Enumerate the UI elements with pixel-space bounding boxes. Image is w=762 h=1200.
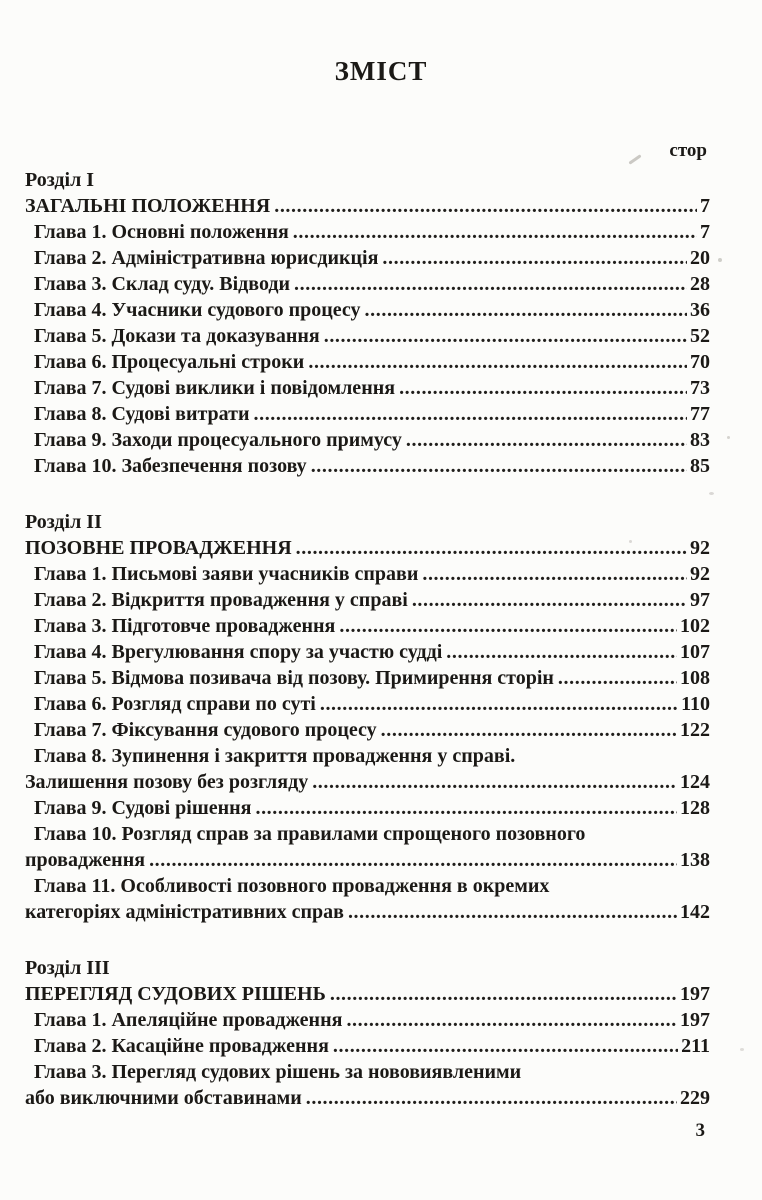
dot-leader bbox=[308, 349, 687, 375]
toc-entry-line2 bbox=[25, 1085, 710, 1111]
toc-entry-label: Глава 7. Судові виклики і повідомлення bbox=[34, 377, 396, 399]
dot-leader bbox=[446, 639, 677, 665]
toc-entry bbox=[25, 427, 710, 453]
toc-entry-label: Глава 8. Судові витрати bbox=[34, 403, 250, 425]
toc-entry-continuation-label: категоріях адміністративних справ bbox=[25, 901, 344, 923]
toc-entry bbox=[25, 349, 710, 375]
toc-entry bbox=[25, 453, 710, 479]
toc-entry bbox=[25, 271, 710, 297]
dot-leader bbox=[312, 769, 677, 795]
scan-speck bbox=[718, 258, 722, 262]
section-heading-label: Розділ III bbox=[25, 957, 110, 979]
toc-entry-page: 107 bbox=[680, 641, 710, 663]
dot-leader bbox=[306, 1085, 677, 1111]
toc-entry bbox=[25, 245, 710, 271]
toc-entry bbox=[25, 375, 710, 401]
section-heading-label: Розділ I bbox=[25, 169, 95, 191]
toc-entry-page: 211 bbox=[681, 1035, 710, 1057]
dot-leader bbox=[294, 271, 687, 297]
toc-entry-page: 52 bbox=[690, 325, 710, 347]
scan-speck bbox=[740, 1048, 744, 1051]
dot-leader bbox=[255, 795, 677, 821]
section-title-label: ПОЗОВНЕ ПРОВАДЖЕННЯ bbox=[25, 537, 292, 559]
toc-entry-line1 bbox=[25, 873, 710, 899]
toc-entry-page: 73 bbox=[690, 377, 710, 399]
toc-entry-label: Глава 1. Письмові заяви учасників справи bbox=[34, 563, 419, 585]
page-number: 3 bbox=[695, 1120, 705, 1141]
toc-entry-page: 122 bbox=[680, 719, 710, 741]
toc-entry-label: Глава 3. Підготовче провадження bbox=[34, 615, 336, 637]
toc-entry-label: Глава 6. Процесуальні строки bbox=[34, 351, 305, 373]
toc-entry bbox=[25, 1007, 710, 1033]
toc-entry bbox=[25, 297, 710, 323]
section-heading bbox=[25, 167, 710, 193]
toc-entry-page: 85 bbox=[690, 455, 710, 477]
dot-leader bbox=[406, 427, 687, 453]
toc-entry bbox=[25, 323, 710, 349]
section-title-label: ЗАГАЛЬНІ ПОЛОЖЕННЯ bbox=[25, 195, 271, 217]
toc-entry-label: Глава 6. Розгляд справи по суті bbox=[34, 693, 316, 715]
toc-entry-label: Глава 3. Склад суду. Відводи bbox=[34, 273, 291, 295]
page-column-header: стор bbox=[669, 140, 707, 161]
toc-entry bbox=[25, 561, 710, 587]
dot-leader bbox=[348, 899, 677, 925]
toc-entry-continuation-label: провадження bbox=[25, 849, 146, 871]
toc-entry bbox=[25, 219, 710, 245]
toc-entry bbox=[25, 1033, 710, 1059]
toc-entry-label: Глава 7. Фіксування судового процесу bbox=[34, 719, 377, 741]
dot-leader bbox=[382, 245, 687, 271]
dot-leader bbox=[330, 981, 677, 1007]
toc-entry-line2 bbox=[25, 899, 710, 925]
toc-entry-label: Глава 4. Учасники судового процесу bbox=[34, 299, 361, 321]
toc-entry-page: 108 bbox=[680, 667, 710, 689]
toc-entry-page: 83 bbox=[690, 429, 710, 451]
section-title-row bbox=[25, 535, 710, 561]
toc-entry-page: 97 bbox=[690, 589, 710, 611]
toc-entry-label: Глава 8. Зупинення і закриття провадження у справі. bbox=[34, 745, 516, 767]
scan-speck bbox=[727, 436, 730, 439]
toc-entry-page: 128 bbox=[680, 797, 710, 819]
toc-entry-page: 138 bbox=[680, 849, 710, 871]
toc-entry-page: 229 bbox=[680, 1087, 710, 1109]
toc-entry-label: Глава 10. Розгляд справ за правилами спрощеного позовного bbox=[34, 823, 586, 845]
toc-entry-label: Глава 5. Докази та доказування bbox=[34, 325, 320, 347]
dot-leader bbox=[399, 375, 687, 401]
dot-leader bbox=[293, 219, 697, 245]
toc-entry-line2 bbox=[25, 847, 710, 873]
toc-entry-page: 36 bbox=[690, 299, 710, 321]
dot-leader bbox=[558, 665, 677, 691]
dot-leader bbox=[412, 587, 687, 613]
toc-entry-label: Глава 2. Відкриття провадження у справі bbox=[34, 589, 408, 611]
toc-entry bbox=[25, 401, 710, 427]
dot-leader bbox=[274, 193, 697, 219]
toc-entry-label: Глава 2. Адміністративна юрисдикція bbox=[34, 247, 379, 269]
section-title-row bbox=[25, 193, 710, 219]
toc-entry-page: 92 bbox=[690, 563, 710, 585]
toc-entry bbox=[25, 691, 710, 717]
toc-entry bbox=[25, 717, 710, 743]
section-heading-label: Розділ II bbox=[25, 511, 102, 533]
section-title-page: 197 bbox=[680, 983, 710, 1005]
toc-entry-page: 28 bbox=[690, 273, 710, 295]
dot-leader bbox=[296, 535, 687, 561]
toc-entry-label: Глава 10. Забезпечення позову bbox=[34, 455, 307, 477]
dot-leader bbox=[422, 561, 687, 587]
section-title-page: 7 bbox=[700, 195, 710, 217]
toc-entry-label: Глава 5. Відмова позивача від позову. Примирення сторін bbox=[34, 667, 554, 689]
toc-entry-label: Глава 3. Перегляд судових рішень за нововиявленими bbox=[34, 1061, 522, 1083]
section-title-row bbox=[25, 981, 710, 1007]
toc-entry-continuation-label: або виключними обставинами bbox=[25, 1087, 302, 1109]
toc-entry-page: 77 bbox=[690, 403, 710, 425]
toc-entry-label: Глава 1. Основні положення bbox=[34, 221, 289, 243]
table-of-contents bbox=[25, 167, 710, 1111]
toc-entry-label: Глава 2. Касаційне провадження bbox=[34, 1035, 329, 1057]
toc-entry-page: 124 bbox=[680, 771, 710, 793]
toc-entry-line1 bbox=[25, 1059, 710, 1085]
toc-entry-page: 102 bbox=[680, 615, 710, 637]
toc-entry-page: 70 bbox=[690, 351, 710, 373]
dot-leader bbox=[333, 1033, 678, 1059]
toc-entry bbox=[25, 587, 710, 613]
section-title-label: ПЕРЕГЛЯД СУДОВИХ РІШЕНЬ bbox=[25, 983, 326, 1005]
dot-leader bbox=[320, 691, 678, 717]
toc-entry-continuation-label: Залишення позову без розгляду bbox=[25, 771, 309, 793]
toc-entry-line2 bbox=[25, 769, 710, 795]
toc-entry-line1 bbox=[25, 821, 710, 847]
toc-entry-page: 20 bbox=[690, 247, 710, 269]
toc-entry bbox=[25, 613, 710, 639]
toc-entry bbox=[25, 639, 710, 665]
section-title-page: 92 bbox=[690, 537, 710, 559]
toc-entry-page: 142 bbox=[680, 901, 710, 923]
toc-entry bbox=[25, 665, 710, 691]
toc-entry-label: Глава 9. Судові рішення bbox=[34, 797, 252, 819]
toc-entry-label: Глава 9. Заходи процесуального примусу bbox=[34, 429, 402, 451]
toc-entry-page: 110 bbox=[681, 693, 710, 715]
dot-leader bbox=[254, 401, 688, 427]
dot-leader bbox=[311, 453, 687, 479]
section-heading bbox=[25, 509, 710, 535]
section-heading bbox=[25, 955, 710, 981]
toc-entry bbox=[25, 795, 710, 821]
toc-entry-line1 bbox=[25, 743, 710, 769]
dot-leader bbox=[324, 323, 687, 349]
page-title: ЗМІСТ bbox=[334, 56, 428, 86]
dot-leader bbox=[339, 613, 677, 639]
toc-entry-label: Глава 1. Апеляційне провадження bbox=[34, 1009, 343, 1031]
dot-leader bbox=[381, 717, 677, 743]
toc-entry-label: Глава 4. Врегулювання спору за участю судді bbox=[34, 641, 443, 663]
toc-entry-page: 197 bbox=[680, 1009, 710, 1031]
toc-entry-label: Глава 11. Особливості позовного провадження в окремих bbox=[34, 875, 550, 897]
dot-leader bbox=[346, 1007, 677, 1033]
dot-leader bbox=[149, 847, 677, 873]
dot-leader bbox=[365, 297, 687, 323]
toc-entry-page: 7 bbox=[700, 221, 710, 243]
